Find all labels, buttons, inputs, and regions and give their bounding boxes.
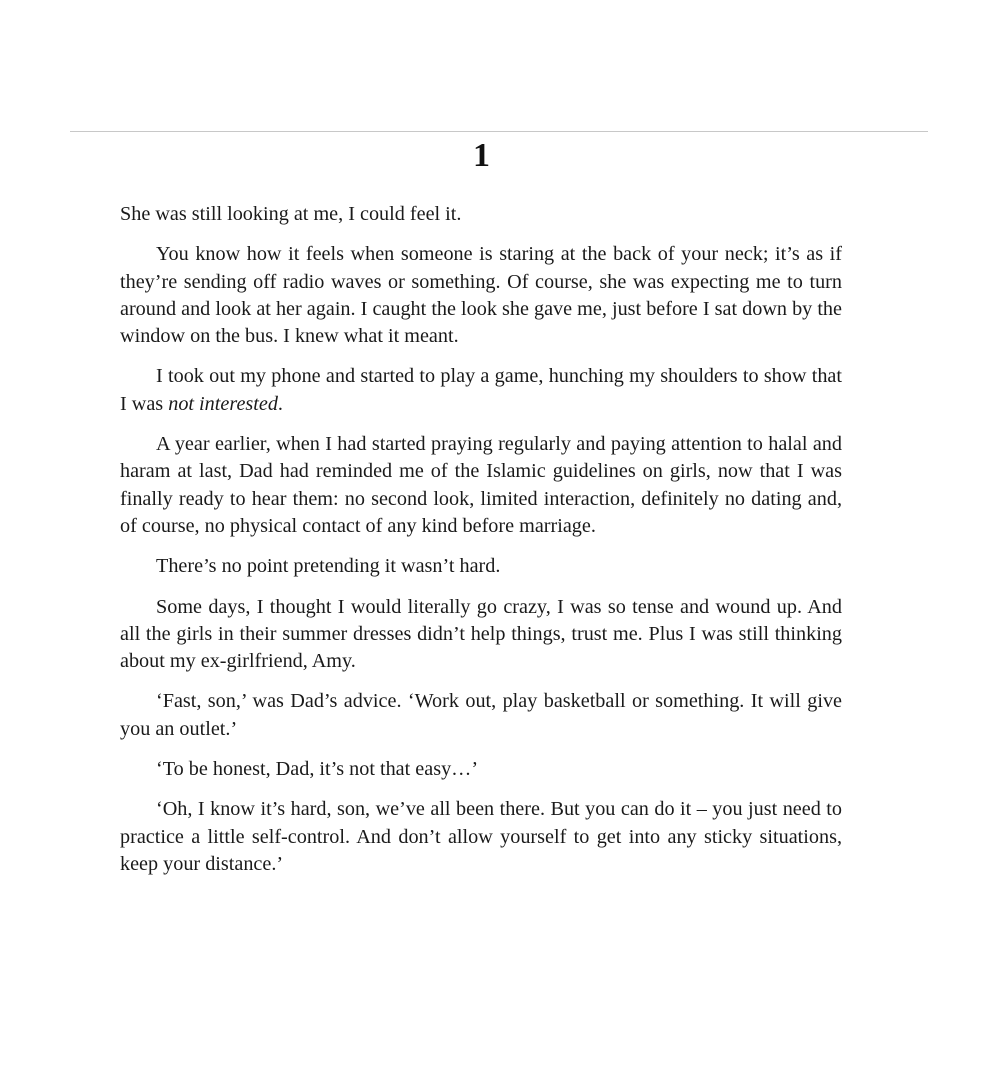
paragraph: ‘Fast, son,’ was Dad’s advice. ‘Work out, play basketball or something. It will give you an outlet.’	[120, 690, 842, 740]
chapter-body	[120, 201, 842, 891]
paragraph	[120, 363, 842, 418]
chapter-divider-rule	[70, 131, 928, 132]
chapter-number: 1	[473, 137, 490, 174]
paragraph: She was still looking at me, I could feel it.	[120, 203, 462, 225]
paragraph-text: .	[277, 392, 283, 415]
paragraph-text: I took out my phone and started to play a game, hunching my shoulders to show that I was	[120, 365, 842, 415]
paragraph: ‘Oh, I know it’s hard, son, we’ve all been there. But you can do it – you just need to practice a little self-control. And don’t allow yourself to get into any sticky situations, keep your distance.’	[120, 798, 842, 875]
paragraph: A year earlier, when I had started praying regularly and paying attention to halal and haram at last, Dad had reminded me of the Islamic guidelines on girls, now that I was finally ready to hear them: no second look, limited interaction, definitely no dating and, of course, no physical contact of any kind before marriage.	[120, 433, 842, 537]
paragraph: Some days, I thought I would literally go crazy, I was so tense and wound up. And all the girls in their summer dresses didn’t help things, trust me. Plus I was still thinking about my ex-girlfriend, Amy.	[120, 595, 842, 673]
paragraph: You know how it feels when someone is staring at the back of your neck; it’s as if they’re sending off radio waves or something. Of course, she was expecting me to turn around and look at her again. I caught the look she gave me, just before I sat down by the window on the bus. I knew what it meant.	[120, 243, 842, 348]
italic-emphasis: not interested	[168, 392, 278, 415]
paragraph: ‘To be honest, Dad, it’s not that easy…’	[156, 758, 479, 781]
paragraph: There’s no point pretending it wasn’t hard.	[156, 555, 501, 578]
